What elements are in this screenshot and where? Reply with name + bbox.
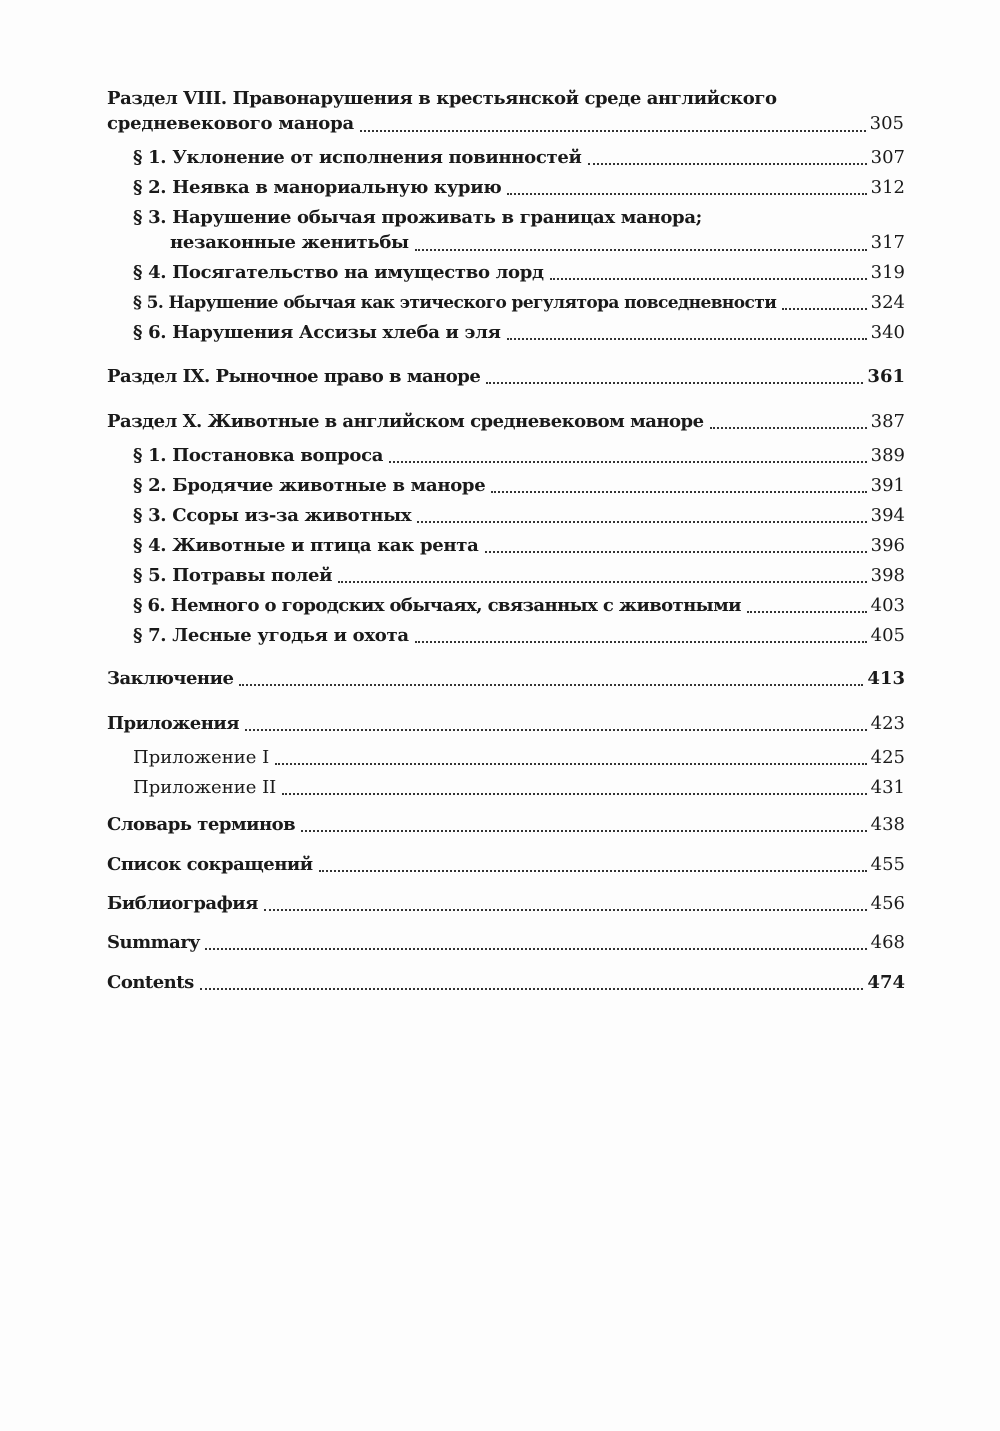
- toc-entry-subsection[interactable]: [0, 290, 1000, 316]
- dot-leader: [275, 763, 866, 765]
- dot-leader: [588, 163, 867, 165]
- toc-entry-title: Приложения: [107, 713, 240, 734]
- toc-entry-subsection[interactable]: [0, 205, 1000, 257]
- toc-page-number: 455: [870, 854, 905, 875]
- toc-entry-title: Приложение I: [133, 747, 270, 768]
- dot-leader: [491, 491, 866, 493]
- toc-page-number: 403: [870, 595, 905, 616]
- dot-leader: [550, 278, 867, 280]
- toc-entry-subsection[interactable]: [0, 503, 1000, 529]
- toc-page-number: 305: [869, 113, 904, 134]
- toc-entry-subsection[interactable]: [0, 443, 1000, 469]
- dot-leader: [245, 729, 867, 731]
- toc-page-number: 391: [870, 475, 905, 496]
- toc-entry-title: § 3. Ссоры из-за животных: [133, 505, 412, 526]
- dot-leader: [747, 611, 867, 613]
- dot-leader: [507, 338, 867, 340]
- toc-entry-title: § 6. Немного о городских обычаях, связанных с животными: [133, 595, 741, 616]
- dot-leader: [507, 193, 866, 195]
- toc-page-number: 431: [870, 777, 905, 798]
- toc-entry-title: § 7. Лесные угодья и охота: [133, 625, 409, 646]
- dot-leader: [417, 521, 866, 523]
- toc-entry-title: Заключение: [107, 668, 234, 689]
- toc-entry-title: § 5. Потравы полей: [133, 565, 333, 586]
- toc-entry-title: Библиография: [107, 893, 258, 914]
- dot-leader: [301, 830, 867, 832]
- toc-page-number: 398: [870, 565, 905, 586]
- toc-entry-section-8[interactable]: [0, 86, 1000, 138]
- toc-entry-title: Список сокращений: [107, 854, 313, 875]
- toc-entry-appendix-2[interactable]: [0, 775, 1000, 801]
- toc-page-number: 387: [870, 411, 905, 432]
- toc-entry-title: § 4. Животные и птица как рента: [133, 535, 479, 556]
- dot-leader: [200, 988, 864, 990]
- toc-page-number: 456: [870, 893, 905, 914]
- toc-page-number: 405: [870, 625, 905, 646]
- toc-entry-title: § 2. Бродячие животные в маноре: [133, 475, 486, 496]
- toc-page-number: 361: [867, 366, 905, 387]
- toc-entry-conclusion[interactable]: [0, 666, 1000, 692]
- toc-page-number: 319: [870, 262, 905, 283]
- toc-entry-title: Раздел X. Животные в английском средневековом маноре: [107, 411, 704, 432]
- toc-page-number: 468: [870, 932, 905, 953]
- toc-entry-title: § 4. Посягательство на имущество лорд: [133, 262, 544, 283]
- toc-entry-subsection[interactable]: [0, 473, 1000, 499]
- toc-page-number: 396: [870, 535, 905, 556]
- toc-entry-subsection[interactable]: [0, 145, 1000, 171]
- toc-entry-title: незаконные женитьбы: [170, 232, 409, 253]
- toc-entry-title: § 1. Постановка вопроса: [133, 445, 384, 466]
- toc-entry-title: Раздел IX. Рыночное право в маноре: [107, 366, 481, 387]
- dot-leader: [264, 909, 867, 911]
- toc-page-number: 474: [867, 972, 905, 993]
- toc-entry-subsection[interactable]: [0, 175, 1000, 201]
- toc-page-number: 413: [867, 668, 905, 689]
- dot-leader: [415, 641, 867, 643]
- toc-page-number: 312: [870, 177, 905, 198]
- toc-entry-subsection[interactable]: [0, 623, 1000, 649]
- dot-leader: [389, 461, 867, 463]
- toc-entry-appendices[interactable]: [0, 711, 1000, 737]
- toc-entry-title: § 5. Нарушение обычая как этического регулятора повседневности: [133, 293, 777, 313]
- toc-entry-abbreviations[interactable]: [0, 852, 1000, 878]
- toc-entry-section-10[interactable]: [0, 409, 1000, 435]
- toc-entry-title: Summary: [107, 932, 200, 953]
- dot-leader: [710, 427, 867, 429]
- dot-leader: [486, 382, 863, 384]
- toc-entry-bibliography[interactable]: [0, 891, 1000, 917]
- toc-entry-title-line1: § 3. Нарушение обычая проживать в границах манора;: [133, 207, 703, 228]
- toc-entry-title: Словарь терминов: [107, 814, 296, 835]
- toc-page-number: 438: [870, 814, 905, 835]
- dot-leader: [205, 948, 866, 950]
- dot-leader: [338, 581, 866, 583]
- dot-leader: [360, 130, 866, 132]
- toc-page-number: 425: [870, 747, 905, 768]
- toc-entry-section-9[interactable]: [0, 364, 1000, 390]
- toc-page-number: 307: [870, 147, 905, 168]
- toc-page-number: 394: [870, 505, 905, 526]
- toc-entry-subsection[interactable]: [0, 320, 1000, 346]
- dot-leader: [239, 684, 863, 686]
- toc-entry-contents[interactable]: [0, 970, 1000, 996]
- toc-entry-appendix-1[interactable]: [0, 745, 1000, 771]
- toc-page-number: 389: [870, 445, 905, 466]
- toc-entry-title: § 2. Неявка в манориальную курию: [133, 177, 502, 198]
- dot-leader: [282, 793, 866, 795]
- toc-entry-title: § 1. Уклонение от исполнения повинностей: [133, 147, 582, 168]
- toc-entry-summary[interactable]: [0, 930, 1000, 956]
- toc-entry-title-line1: Раздел VIII. Правонарушения в крестьянской среде английского: [107, 88, 777, 109]
- toc-entry-subsection[interactable]: [0, 593, 1000, 619]
- dot-leader: [415, 249, 867, 251]
- toc-entry-title: Contents: [107, 972, 194, 993]
- toc-entry-subsection[interactable]: [0, 533, 1000, 559]
- toc-entry-title: средневекового манора: [107, 113, 354, 134]
- toc-entry-subsection[interactable]: [0, 260, 1000, 286]
- toc-page-number: 423: [870, 713, 905, 734]
- toc-entry-glossary[interactable]: [0, 812, 1000, 838]
- toc-page-number: 317: [870, 232, 905, 253]
- toc-page-number: 324: [870, 292, 905, 313]
- toc-entry-title: Приложение II: [133, 777, 277, 798]
- dot-leader: [485, 551, 867, 553]
- toc-entry-title: § 6. Нарушения Ассизы хлеба и эля: [133, 322, 501, 343]
- toc-entry-subsection[interactable]: [0, 563, 1000, 589]
- toc-page-number: 340: [870, 322, 905, 343]
- dot-leader: [319, 870, 867, 872]
- dot-leader: [782, 308, 866, 310]
